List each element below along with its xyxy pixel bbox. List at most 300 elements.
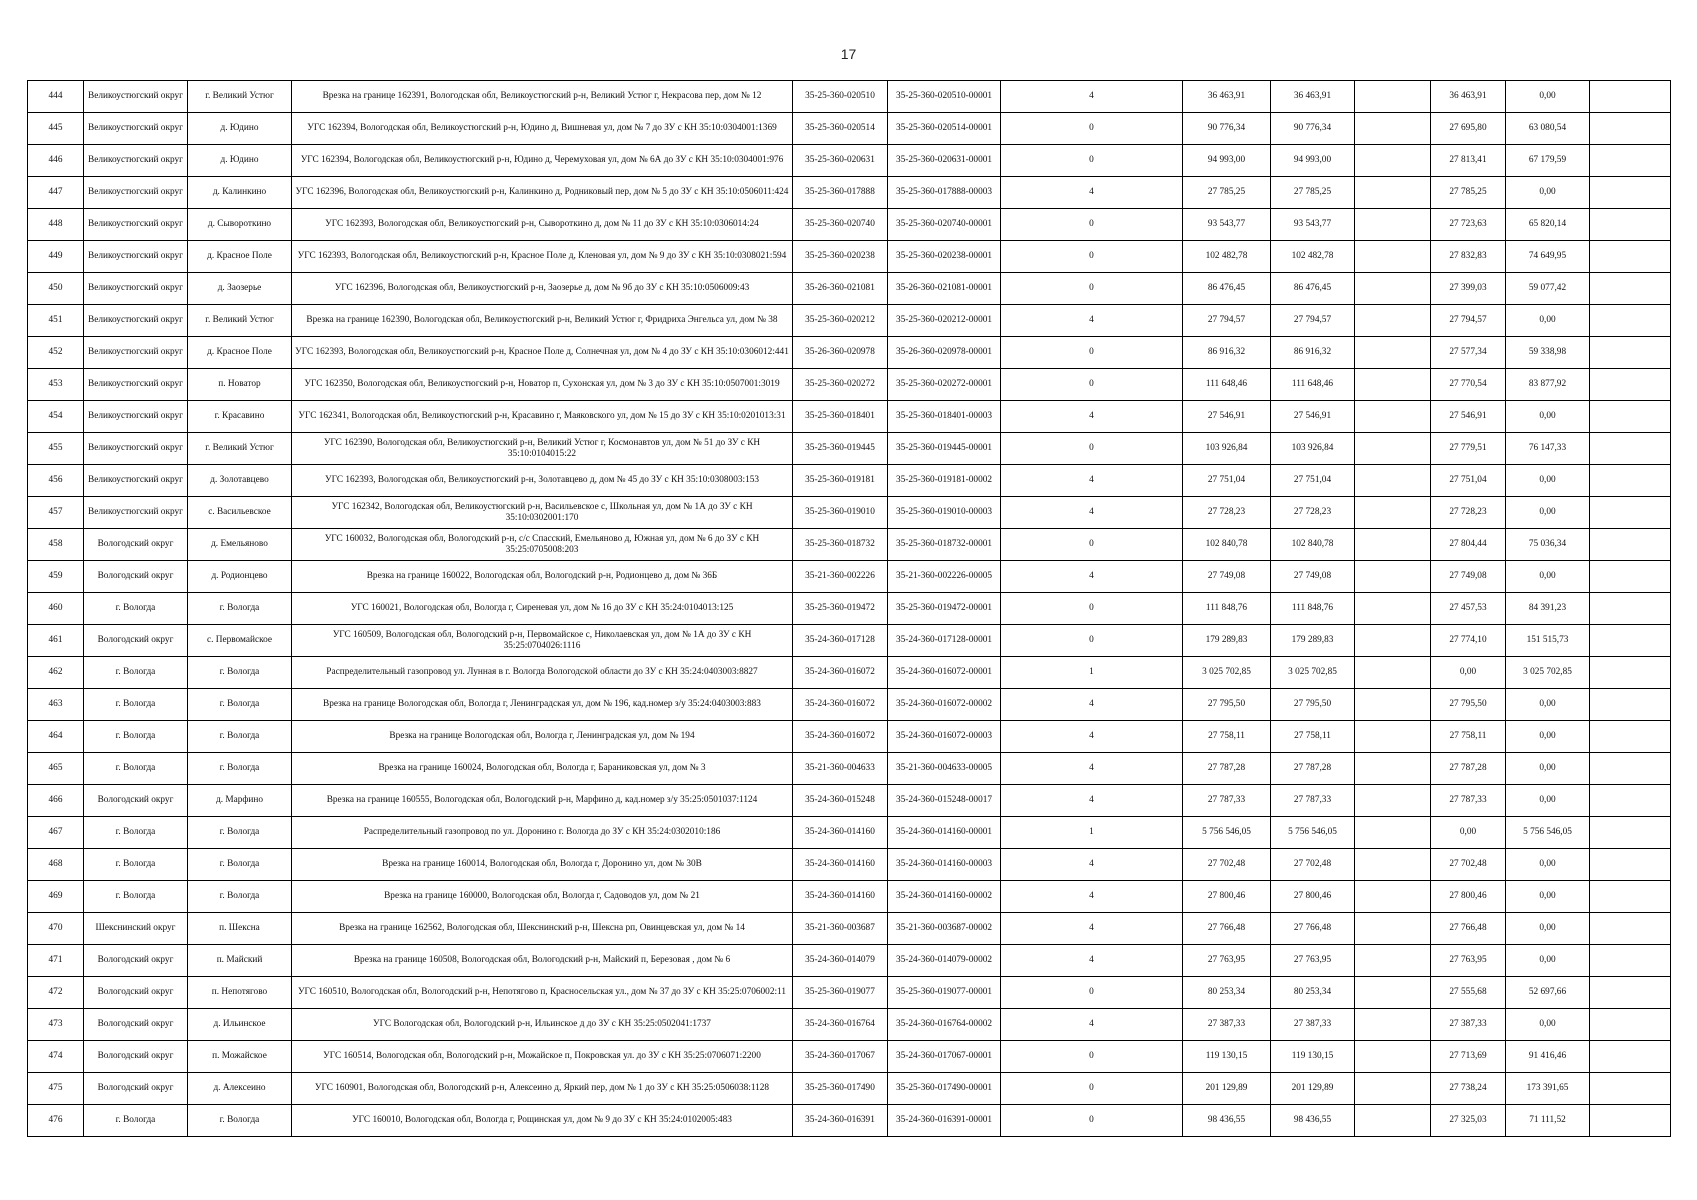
amount-3-cell bbox=[1355, 529, 1431, 561]
amount-3-cell bbox=[1355, 977, 1431, 1009]
locality-cell: д. Марфино bbox=[188, 785, 292, 817]
connection-code-cell: 35-21-360-004633-00005 bbox=[888, 753, 1001, 785]
district-cell: г. Вологда bbox=[84, 689, 188, 721]
amount-5-cell: 0,00 bbox=[1506, 849, 1590, 881]
amount-6-cell bbox=[1590, 337, 1671, 369]
amount-6-cell bbox=[1590, 689, 1671, 721]
table-row bbox=[28, 305, 1671, 337]
address-cell: УГС Вологодская обл, Вологодский р-н, Ильинское д до ЗУ с КН 35:25:0502041:1737 bbox=[292, 1009, 793, 1041]
row-number-cell: 449 bbox=[28, 241, 84, 273]
amount-3-cell bbox=[1355, 401, 1431, 433]
locality-cell: г. Вологда bbox=[188, 721, 292, 753]
amount-2-cell: 86 916,32 bbox=[1271, 337, 1355, 369]
district-cell: Вологодский округ bbox=[84, 1073, 188, 1105]
table-row bbox=[28, 625, 1671, 657]
amount-2-cell: 86 476,45 bbox=[1271, 273, 1355, 305]
category-cell: 0 bbox=[1001, 209, 1183, 241]
category-cell: 1 bbox=[1001, 817, 1183, 849]
amount-3-cell bbox=[1355, 689, 1431, 721]
amount-1-cell: 80 253,34 bbox=[1183, 977, 1271, 1009]
row-number-cell: 476 bbox=[28, 1105, 84, 1137]
object-code-cell: 35-25-360-020238 bbox=[793, 241, 888, 273]
row-number-cell: 450 bbox=[28, 273, 84, 305]
amount-6-cell bbox=[1590, 977, 1671, 1009]
amount-2-cell: 201 129,89 bbox=[1271, 1073, 1355, 1105]
amount-5-cell: 83 877,92 bbox=[1506, 369, 1590, 401]
connection-code-cell: 35-24-360-016764-00002 bbox=[888, 1009, 1001, 1041]
table-row bbox=[28, 849, 1671, 881]
amount-4-cell: 27 749,08 bbox=[1431, 561, 1506, 593]
locality-cell: г. Вологда bbox=[188, 593, 292, 625]
address-cell: УГС 160010, Вологодская обл, Вологда г, Рощинская ул, дом № 9 до ЗУ с КН 35:24:0102005:483 bbox=[292, 1105, 793, 1137]
connection-cost-table bbox=[27, 80, 1671, 1137]
connection-code-cell: 35-24-360-016391-00001 bbox=[888, 1105, 1001, 1137]
row-number-cell: 447 bbox=[28, 177, 84, 209]
amount-1-cell: 98 436,55 bbox=[1183, 1105, 1271, 1137]
locality-cell: д. Ильинское bbox=[188, 1009, 292, 1041]
amount-3-cell bbox=[1355, 785, 1431, 817]
district-cell: Вологодский округ bbox=[84, 1041, 188, 1073]
table-row bbox=[28, 401, 1671, 433]
object-code-cell: 35-24-360-015248 bbox=[793, 785, 888, 817]
amount-6-cell bbox=[1590, 433, 1671, 465]
row-number-cell: 452 bbox=[28, 337, 84, 369]
amount-3-cell bbox=[1355, 273, 1431, 305]
amount-4-cell: 27 763,95 bbox=[1431, 945, 1506, 977]
category-cell: 0 bbox=[1001, 1105, 1183, 1137]
object-code-cell: 35-26-360-021081 bbox=[793, 273, 888, 305]
row-number-cell: 471 bbox=[28, 945, 84, 977]
category-cell: 0 bbox=[1001, 337, 1183, 369]
amount-3-cell bbox=[1355, 945, 1431, 977]
amount-2-cell: 90 776,34 bbox=[1271, 113, 1355, 145]
row-number-cell: 455 bbox=[28, 433, 84, 465]
amount-6-cell bbox=[1590, 145, 1671, 177]
amount-4-cell: 27 813,41 bbox=[1431, 145, 1506, 177]
locality-cell: п. Майский bbox=[188, 945, 292, 977]
amount-3-cell bbox=[1355, 721, 1431, 753]
amount-1-cell: 103 926,84 bbox=[1183, 433, 1271, 465]
amount-5-cell: 91 416,46 bbox=[1506, 1041, 1590, 1073]
amount-5-cell: 0,00 bbox=[1506, 305, 1590, 337]
amount-1-cell: 111 648,46 bbox=[1183, 369, 1271, 401]
locality-cell: д. Алексеино bbox=[188, 1073, 292, 1105]
row-number-cell: 458 bbox=[28, 529, 84, 561]
locality-cell: п. Шексна bbox=[188, 913, 292, 945]
amount-2-cell: 27 763,95 bbox=[1271, 945, 1355, 977]
district-cell: Вологодский округ bbox=[84, 561, 188, 593]
object-code-cell: 35-24-360-016391 bbox=[793, 1105, 888, 1137]
object-code-cell: 35-25-360-019181 bbox=[793, 465, 888, 497]
amount-3-cell bbox=[1355, 913, 1431, 945]
table-row bbox=[28, 145, 1671, 177]
amount-3-cell bbox=[1355, 177, 1431, 209]
table-body bbox=[28, 81, 1671, 1137]
address-cell: УГС 162342, Вологодская обл, Великоустюгский р-н, Васильевское с, Школьная ул, дом № 1А до ЗУ с КН 35:10:0302001:170 bbox=[292, 497, 793, 529]
address-cell: УГС 162396, Вологодская обл, Великоустюгский р-н, Калинкино д, Родниковый пер, дом № 5 до ЗУ с КН 35:10:0506011:424 bbox=[292, 177, 793, 209]
row-number-cell: 475 bbox=[28, 1073, 84, 1105]
category-cell: 4 bbox=[1001, 785, 1183, 817]
locality-cell: г. Вологда bbox=[188, 689, 292, 721]
object-code-cell: 35-26-360-020978 bbox=[793, 337, 888, 369]
amount-6-cell bbox=[1590, 209, 1671, 241]
row-number-cell: 469 bbox=[28, 881, 84, 913]
amount-2-cell: 80 253,34 bbox=[1271, 977, 1355, 1009]
district-cell: г. Вологда bbox=[84, 753, 188, 785]
table-row bbox=[28, 689, 1671, 721]
connection-code-cell: 35-25-360-018732-00001 bbox=[888, 529, 1001, 561]
table-row bbox=[28, 273, 1671, 305]
district-cell: г. Вологда bbox=[84, 721, 188, 753]
district-cell: Великоустюгский округ bbox=[84, 145, 188, 177]
address-cell: Врезка на границе 160000, Вологодская обл, Вологда г, Садоводов ул, дом № 21 bbox=[292, 881, 793, 913]
amount-1-cell: 102 482,78 bbox=[1183, 241, 1271, 273]
amount-5-cell: 75 036,34 bbox=[1506, 529, 1590, 561]
row-number-cell: 473 bbox=[28, 1009, 84, 1041]
amount-4-cell: 27 728,23 bbox=[1431, 497, 1506, 529]
object-code-cell: 35-24-360-016072 bbox=[793, 721, 888, 753]
amount-2-cell: 3 025 702,85 bbox=[1271, 657, 1355, 689]
locality-cell: г. Великий Устюг bbox=[188, 305, 292, 337]
amount-5-cell: 3 025 702,85 bbox=[1506, 657, 1590, 689]
district-cell: Вологодский округ bbox=[84, 945, 188, 977]
amount-1-cell: 93 543,77 bbox=[1183, 209, 1271, 241]
locality-cell: д. Емельяново bbox=[188, 529, 292, 561]
category-cell: 4 bbox=[1001, 945, 1183, 977]
amount-1-cell: 27 758,11 bbox=[1183, 721, 1271, 753]
table-row bbox=[28, 433, 1671, 465]
row-number-cell: 474 bbox=[28, 1041, 84, 1073]
amount-3-cell bbox=[1355, 625, 1431, 657]
address-cell: УГС 160032, Вологодская обл, Вологодский р-н, с/с Спасский, Емельяново д, Южная ул, дом № 6 до ЗУ с КН 35:25:0705008:203 bbox=[292, 529, 793, 561]
address-cell: УГС 160021, Вологодская обл, Вологда г, Сиреневая ул, дом № 16 до ЗУ с КН 35:24:0104013:125 bbox=[292, 593, 793, 625]
object-code-cell: 35-21-360-002226 bbox=[793, 561, 888, 593]
row-number-cell: 464 bbox=[28, 721, 84, 753]
category-cell: 4 bbox=[1001, 561, 1183, 593]
amount-4-cell: 27 695,80 bbox=[1431, 113, 1506, 145]
object-code-cell: 35-25-360-020212 bbox=[793, 305, 888, 337]
amount-3-cell bbox=[1355, 369, 1431, 401]
amount-3-cell bbox=[1355, 337, 1431, 369]
amount-5-cell: 0,00 bbox=[1506, 945, 1590, 977]
category-cell: 0 bbox=[1001, 433, 1183, 465]
amount-6-cell bbox=[1590, 1041, 1671, 1073]
amount-4-cell: 27 546,91 bbox=[1431, 401, 1506, 433]
address-cell: Врезка на границе Вологодская обл, Вологда г, Ленинградская ул, дом № 196, кад.номер з/у 35:24:0403003:883 bbox=[292, 689, 793, 721]
district-cell: г. Вологда bbox=[84, 881, 188, 913]
amount-2-cell: 94 993,00 bbox=[1271, 145, 1355, 177]
amount-1-cell: 27 787,33 bbox=[1183, 785, 1271, 817]
amount-2-cell: 102 482,78 bbox=[1271, 241, 1355, 273]
amount-3-cell bbox=[1355, 1041, 1431, 1073]
amount-1-cell: 27 702,48 bbox=[1183, 849, 1271, 881]
district-cell: Великоустюгский округ bbox=[84, 241, 188, 273]
address-cell: Врезка на границе 160014, Вологодская обл, Вологда г, Доронино ул, дом № 30В bbox=[292, 849, 793, 881]
object-code-cell: 35-25-360-020514 bbox=[793, 113, 888, 145]
object-code-cell: 35-21-360-003687 bbox=[793, 913, 888, 945]
table-row bbox=[28, 369, 1671, 401]
amount-4-cell: 27 785,25 bbox=[1431, 177, 1506, 209]
connection-code-cell: 35-25-360-017490-00001 bbox=[888, 1073, 1001, 1105]
category-cell: 4 bbox=[1001, 721, 1183, 753]
amount-5-cell: 74 649,95 bbox=[1506, 241, 1590, 273]
amount-4-cell: 27 577,34 bbox=[1431, 337, 1506, 369]
object-code-cell: 35-25-360-019077 bbox=[793, 977, 888, 1009]
row-number-cell: 467 bbox=[28, 817, 84, 849]
address-cell: УГС 162393, Вологодская обл, Великоустюгский р-н, Сывороткино д, дом № 11 до ЗУ с КН 35:10:0306014:24 bbox=[292, 209, 793, 241]
table-row bbox=[28, 561, 1671, 593]
amount-6-cell bbox=[1590, 1105, 1671, 1137]
connection-code-cell: 35-25-360-020238-00001 bbox=[888, 241, 1001, 273]
amount-3-cell bbox=[1355, 465, 1431, 497]
amount-4-cell: 27 751,04 bbox=[1431, 465, 1506, 497]
category-cell: 0 bbox=[1001, 273, 1183, 305]
amount-1-cell: 27 728,23 bbox=[1183, 497, 1271, 529]
amount-5-cell: 0,00 bbox=[1506, 1009, 1590, 1041]
district-cell: Великоустюгский округ bbox=[84, 401, 188, 433]
amount-6-cell bbox=[1590, 369, 1671, 401]
locality-cell: г. Великий Устюг bbox=[188, 433, 292, 465]
category-cell: 0 bbox=[1001, 625, 1183, 657]
amount-5-cell: 0,00 bbox=[1506, 497, 1590, 529]
connection-code-cell: 35-25-360-018401-00003 bbox=[888, 401, 1001, 433]
connection-code-cell: 35-24-360-016072-00003 bbox=[888, 721, 1001, 753]
locality-cell: с. Васильевское bbox=[188, 497, 292, 529]
locality-cell: г. Вологда bbox=[188, 753, 292, 785]
amount-4-cell: 27 325,03 bbox=[1431, 1105, 1506, 1137]
locality-cell: д. Юдино bbox=[188, 113, 292, 145]
category-cell: 4 bbox=[1001, 177, 1183, 209]
amount-2-cell: 111 848,76 bbox=[1271, 593, 1355, 625]
category-cell: 4 bbox=[1001, 849, 1183, 881]
amount-3-cell bbox=[1355, 657, 1431, 689]
category-cell: 4 bbox=[1001, 81, 1183, 113]
amount-6-cell bbox=[1590, 913, 1671, 945]
table-row bbox=[28, 1073, 1671, 1105]
district-cell: Вологодский округ bbox=[84, 1009, 188, 1041]
amount-6-cell bbox=[1590, 401, 1671, 433]
table-row bbox=[28, 785, 1671, 817]
connection-code-cell: 35-21-360-002226-00005 bbox=[888, 561, 1001, 593]
object-code-cell: 35-25-360-019472 bbox=[793, 593, 888, 625]
object-code-cell: 35-24-360-017067 bbox=[793, 1041, 888, 1073]
amount-4-cell: 27 795,50 bbox=[1431, 689, 1506, 721]
connection-code-cell: 35-24-360-016072-00001 bbox=[888, 657, 1001, 689]
category-cell: 0 bbox=[1001, 977, 1183, 1009]
locality-cell: г. Вологда bbox=[188, 849, 292, 881]
category-cell: 0 bbox=[1001, 241, 1183, 273]
connection-code-cell: 35-25-360-020631-00001 bbox=[888, 145, 1001, 177]
table-row bbox=[28, 1041, 1671, 1073]
address-cell: УГС 162341, Вологодская обл, Великоустюгский р-н, Красавино г, Маяковского ул, дом № 15 до ЗУ с КН 35:10:0201013:31 bbox=[292, 401, 793, 433]
connection-code-cell: 35-25-360-020272-00001 bbox=[888, 369, 1001, 401]
amount-5-cell: 84 391,23 bbox=[1506, 593, 1590, 625]
district-cell: г. Вологда bbox=[84, 593, 188, 625]
amount-6-cell bbox=[1590, 177, 1671, 209]
district-cell: Великоустюгский округ bbox=[84, 433, 188, 465]
address-cell: УГС 162393, Вологодская обл, Великоустюгский р-н, Красное Поле д, Солнечная ул, дом № 4 до ЗУ с КН 35:10:0306012:441 bbox=[292, 337, 793, 369]
district-cell: Вологодский округ bbox=[84, 785, 188, 817]
amount-4-cell: 27 800,46 bbox=[1431, 881, 1506, 913]
amount-2-cell: 27 546,91 bbox=[1271, 401, 1355, 433]
row-number-cell: 451 bbox=[28, 305, 84, 337]
category-cell: 0 bbox=[1001, 1041, 1183, 1073]
amount-4-cell: 27 702,48 bbox=[1431, 849, 1506, 881]
locality-cell: г. Великий Устюг bbox=[188, 81, 292, 113]
amount-6-cell bbox=[1590, 273, 1671, 305]
amount-5-cell: 59 338,98 bbox=[1506, 337, 1590, 369]
amount-2-cell: 119 130,15 bbox=[1271, 1041, 1355, 1073]
amount-1-cell: 3 025 702,85 bbox=[1183, 657, 1271, 689]
category-cell: 4 bbox=[1001, 1009, 1183, 1041]
address-cell: УГС 162396, Вологодская обл, Великоустюгский р-н, Заозерье д, дом № 9б до ЗУ с КН 35:10:0506009:43 bbox=[292, 273, 793, 305]
amount-3-cell bbox=[1355, 849, 1431, 881]
amount-2-cell: 179 289,83 bbox=[1271, 625, 1355, 657]
locality-cell: г. Красавино bbox=[188, 401, 292, 433]
amount-3-cell bbox=[1355, 593, 1431, 625]
row-number-cell: 468 bbox=[28, 849, 84, 881]
table-row bbox=[28, 1105, 1671, 1137]
amount-1-cell: 36 463,91 bbox=[1183, 81, 1271, 113]
amount-1-cell: 27 794,57 bbox=[1183, 305, 1271, 337]
category-cell: 0 bbox=[1001, 145, 1183, 177]
amount-6-cell bbox=[1590, 497, 1671, 529]
address-cell: УГС 162393, Вологодская обл, Великоустюгский р-н, Красное Поле д, Кленовая ул, дом № 9 до ЗУ с КН 35:10:0308021:594 bbox=[292, 241, 793, 273]
address-cell: Распределительный газопровод по ул. Доронино г. Вологда до ЗУ с КН 35:24:0302010:186 bbox=[292, 817, 793, 849]
amount-2-cell: 27 794,57 bbox=[1271, 305, 1355, 337]
amount-2-cell: 27 787,33 bbox=[1271, 785, 1355, 817]
amount-2-cell: 93 543,77 bbox=[1271, 209, 1355, 241]
amount-5-cell: 5 756 546,05 bbox=[1506, 817, 1590, 849]
object-code-cell: 35-24-360-016764 bbox=[793, 1009, 888, 1041]
table-row bbox=[28, 177, 1671, 209]
amount-1-cell: 119 130,15 bbox=[1183, 1041, 1271, 1073]
amount-2-cell: 5 756 546,05 bbox=[1271, 817, 1355, 849]
amount-2-cell: 111 648,46 bbox=[1271, 369, 1355, 401]
connection-code-cell: 35-25-360-019181-00002 bbox=[888, 465, 1001, 497]
amount-1-cell: 27 763,95 bbox=[1183, 945, 1271, 977]
table-row bbox=[28, 721, 1671, 753]
row-number-cell: 454 bbox=[28, 401, 84, 433]
object-code-cell: 35-25-360-019445 bbox=[793, 433, 888, 465]
amount-4-cell: 0,00 bbox=[1431, 817, 1506, 849]
object-code-cell: 35-24-360-014079 bbox=[793, 945, 888, 977]
amount-5-cell: 65 820,14 bbox=[1506, 209, 1590, 241]
object-code-cell: 35-25-360-017490 bbox=[793, 1073, 888, 1105]
amount-4-cell: 27 738,24 bbox=[1431, 1073, 1506, 1105]
table-row bbox=[28, 337, 1671, 369]
amount-6-cell bbox=[1590, 593, 1671, 625]
object-code-cell: 35-25-360-020631 bbox=[793, 145, 888, 177]
amount-4-cell: 27 713,69 bbox=[1431, 1041, 1506, 1073]
district-cell: Великоустюгский округ bbox=[84, 497, 188, 529]
address-cell: Врезка на границе 160022, Вологодская обл, Вологодский р-н, Родионцево д, дом № 36Б bbox=[292, 561, 793, 593]
amount-5-cell: 0,00 bbox=[1506, 913, 1590, 945]
amount-6-cell bbox=[1590, 945, 1671, 977]
connection-code-cell: 35-26-360-020978-00001 bbox=[888, 337, 1001, 369]
amount-6-cell bbox=[1590, 753, 1671, 785]
amount-6-cell bbox=[1590, 305, 1671, 337]
address-cell: УГС 162390, Вологодская обл, Великоустюгский р-н, Великий Устюг г, Космонавтов ул, дом № 51 до ЗУ с КН 35:10:0104015:22 bbox=[292, 433, 793, 465]
row-number-cell: 456 bbox=[28, 465, 84, 497]
connection-code-cell: 35-25-360-020212-00001 bbox=[888, 305, 1001, 337]
district-cell: Великоустюгский округ bbox=[84, 369, 188, 401]
amount-3-cell bbox=[1355, 753, 1431, 785]
connection-code-cell: 35-25-360-019472-00001 bbox=[888, 593, 1001, 625]
locality-cell: с. Первомайское bbox=[188, 625, 292, 657]
amount-4-cell: 27 723,63 bbox=[1431, 209, 1506, 241]
connection-code-cell: 35-25-360-020514-00001 bbox=[888, 113, 1001, 145]
address-cell: УГС 162350, Вологодская обл, Великоустюгский р-н, Новатор п, Сухонская ул, дом № 3 до ЗУ с КН 35:10:0507001:3019 bbox=[292, 369, 793, 401]
amount-1-cell: 27 785,25 bbox=[1183, 177, 1271, 209]
object-code-cell: 35-25-360-017888 bbox=[793, 177, 888, 209]
address-cell: Врезка на границе 160508, Вологодская обл, Вологодский р-н, Майский п, Березовая , дом № 6 bbox=[292, 945, 793, 977]
connection-code-cell: 35-25-360-019077-00001 bbox=[888, 977, 1001, 1009]
table-row bbox=[28, 209, 1671, 241]
amount-1-cell: 179 289,83 bbox=[1183, 625, 1271, 657]
district-cell: Шекснинский округ bbox=[84, 913, 188, 945]
amount-2-cell: 27 751,04 bbox=[1271, 465, 1355, 497]
object-code-cell: 35-24-360-014160 bbox=[793, 817, 888, 849]
address-cell: Врезка на границе Вологодская обл, Вологда г, Ленинградская ул, дом № 194 bbox=[292, 721, 793, 753]
locality-cell: г. Вологда bbox=[188, 881, 292, 913]
connection-code-cell: 35-24-360-014160-00002 bbox=[888, 881, 1001, 913]
connection-code-cell: 35-25-360-017888-00003 bbox=[888, 177, 1001, 209]
district-cell: Великоустюгский округ bbox=[84, 465, 188, 497]
district-cell: Великоустюгский округ bbox=[84, 81, 188, 113]
amount-4-cell: 27 787,33 bbox=[1431, 785, 1506, 817]
amount-5-cell: 151 515,73 bbox=[1506, 625, 1590, 657]
category-cell: 0 bbox=[1001, 529, 1183, 561]
category-cell: 1 bbox=[1001, 657, 1183, 689]
page-number: 17 bbox=[840, 46, 857, 62]
amount-4-cell: 27 804,44 bbox=[1431, 529, 1506, 561]
object-code-cell: 35-25-360-018732 bbox=[793, 529, 888, 561]
category-cell: 4 bbox=[1001, 465, 1183, 497]
row-number-cell: 465 bbox=[28, 753, 84, 785]
connection-code-cell: 35-24-360-014160-00001 bbox=[888, 817, 1001, 849]
amount-1-cell: 27 546,91 bbox=[1183, 401, 1271, 433]
object-code-cell: 35-24-360-016072 bbox=[793, 689, 888, 721]
district-cell: г. Вологда bbox=[84, 849, 188, 881]
district-cell: Великоустюгский округ bbox=[84, 273, 188, 305]
amount-5-cell: 71 111,52 bbox=[1506, 1105, 1590, 1137]
connection-code-cell: 35-24-360-017067-00001 bbox=[888, 1041, 1001, 1073]
locality-cell: г. Вологда bbox=[188, 657, 292, 689]
table-row bbox=[28, 1009, 1671, 1041]
object-code-cell: 35-24-360-016072 bbox=[793, 657, 888, 689]
district-cell: г. Вологда bbox=[84, 817, 188, 849]
amount-2-cell: 27 758,11 bbox=[1271, 721, 1355, 753]
connection-code-cell: 35-25-360-020510-00001 bbox=[888, 81, 1001, 113]
amount-3-cell bbox=[1355, 81, 1431, 113]
amount-4-cell: 27 787,28 bbox=[1431, 753, 1506, 785]
amount-4-cell: 27 758,11 bbox=[1431, 721, 1506, 753]
amount-1-cell: 27 766,48 bbox=[1183, 913, 1271, 945]
amount-4-cell: 27 832,83 bbox=[1431, 241, 1506, 273]
category-cell: 0 bbox=[1001, 1073, 1183, 1105]
table-row bbox=[28, 81, 1671, 113]
district-cell: Вологодский округ bbox=[84, 529, 188, 561]
amount-6-cell bbox=[1590, 1009, 1671, 1041]
row-number-cell: 460 bbox=[28, 593, 84, 625]
amount-2-cell: 27 800,46 bbox=[1271, 881, 1355, 913]
amount-4-cell: 27 457,53 bbox=[1431, 593, 1506, 625]
amount-1-cell: 102 840,78 bbox=[1183, 529, 1271, 561]
object-code-cell: 35-24-360-014160 bbox=[793, 849, 888, 881]
amount-1-cell: 86 916,32 bbox=[1183, 337, 1271, 369]
locality-cell: д. Сывороткино bbox=[188, 209, 292, 241]
